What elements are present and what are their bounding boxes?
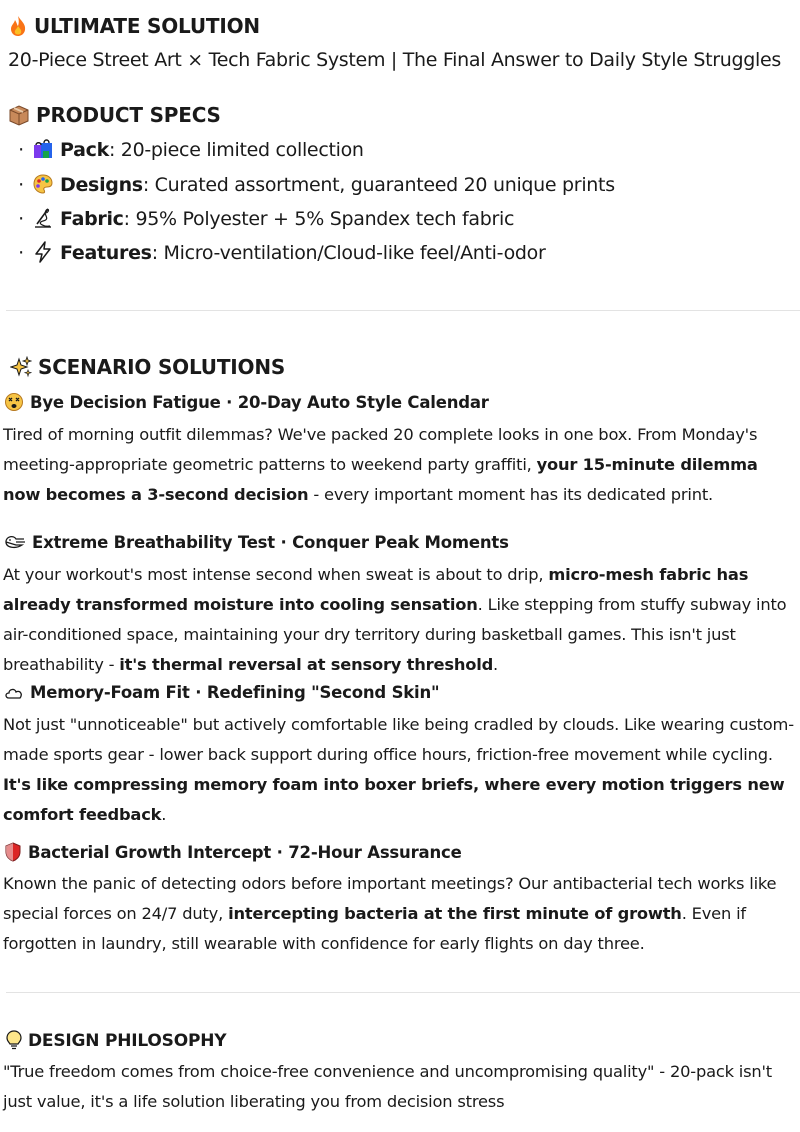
spec-label: Designs — [60, 174, 143, 196]
cloud-icon — [4, 684, 24, 706]
light-bulb-icon — [6, 1030, 22, 1055]
philosophy-body: "True freedom comes from choice-free convenience and uncompromising quality" - 20-pack isn't just value, it's a life solution liberating you from decision stress — [3, 1062, 772, 1111]
bullet: · — [18, 139, 24, 161]
body-text: - every important moment has its dedicated print. — [308, 485, 713, 504]
spec-separator: : — [142, 174, 155, 196]
design-philosophy-heading — [6, 1030, 226, 1055]
body-emphasis: intercepting bacteria at the first minute of growth — [228, 904, 682, 923]
spec-separator: : — [123, 208, 136, 230]
scenario-title-memory-foam — [4, 683, 439, 706]
scenario-body-decision-fatigue — [3, 420, 800, 510]
spec-label: Fabric — [60, 208, 124, 230]
divider — [6, 310, 800, 311]
scenario-title-bacterial — [4, 842, 462, 866]
scenario-body-memory-foam — [3, 710, 800, 830]
specs-heading-text: PRODUCT SPECS — [36, 103, 221, 127]
lightning-icon — [32, 241, 54, 268]
scenario-title-breathability — [4, 532, 509, 556]
fire-icon — [8, 15, 28, 42]
spec-label: Features — [60, 242, 152, 264]
sparkles-icon — [10, 356, 32, 383]
ultimate-subtitle: 20-Piece Street Art × Tech Fabric System | The Final Answer to Daily Style Struggles — [8, 49, 782, 71]
spec-item-features — [14, 241, 546, 268]
scenario-body-bacterial — [3, 869, 800, 959]
body-text: Known the panic of detecting odors before important meetings? Our antibacterial tech works like special forces on 24/7 duty, — [3, 874, 777, 923]
body-text: Not just "unnoticeable" but actively comfortable like being cradled by clouds. Like wearing custom-made sports gear - lower back support during office hours, friction-free movement while cycling. — [3, 715, 794, 764]
scenario-title-decision-fatigue — [4, 392, 489, 416]
ultimate-solution-heading — [8, 14, 260, 42]
body-emphasis: It's like compressing memory foam into boxer briefs, where every motion triggers new comfort feedback — [3, 775, 785, 824]
scenarios-heading-text: SCENARIO SOLUTIONS — [38, 355, 286, 379]
body-emphasis: your 15-minute dilemma now becomes a 3-second decision — [3, 455, 758, 504]
divider — [6, 992, 800, 993]
spec-separator: : — [108, 139, 121, 161]
bullet: · — [18, 208, 24, 230]
spec-item-designs — [14, 173, 615, 200]
spec-label: Pack — [60, 139, 109, 161]
spec-separator: : — [151, 242, 164, 264]
spec-value: Curated assortment, guaranteed 20 unique prints — [154, 174, 615, 196]
palette-icon — [32, 173, 54, 200]
spec-value: 20-piece limited collection — [120, 139, 364, 161]
body-emphasis: micro-mesh fabric has already transformed moisture into cooling sensation — [3, 565, 749, 614]
scenario-body-breathability — [3, 560, 800, 680]
bullet: · — [18, 174, 24, 196]
spec-item-fabric — [14, 207, 514, 234]
spec-value: 95% Polyester + 5% Spandex tech fabric — [135, 208, 515, 230]
spec-value: Micro-ventilation/Cloud-like feel/Anti-odor — [163, 242, 546, 264]
body-text: . — [493, 655, 499, 674]
body-text: At your workout's most intense second when sweat is about to drip, — [3, 565, 549, 584]
body-emphasis: it's thermal reversal at sensory threshold — [119, 655, 494, 674]
philosophy-heading-text: DESIGN PHILOSOPHY — [28, 1031, 227, 1051]
scenario-solutions-heading — [10, 355, 285, 383]
body-text: . Like stepping from stuffy subway into air-conditioned space, maintaining your dry territory during basketball games. This isn't just breathability - — [3, 595, 787, 674]
body-text: . — [161, 805, 167, 824]
product-specs-heading — [8, 103, 221, 131]
dizzy-face-icon — [4, 392, 24, 416]
ultimate-heading-text: ULTIMATE SOLUTION — [34, 14, 260, 38]
body-text: Tired of morning outfit dilemmas? We've packed 20 complete looks in one box. From Monday's meeting-appropriate geometric patterns to weekend party graffiti, — [3, 425, 758, 474]
package-icon — [8, 104, 30, 131]
sewing-needle-icon — [32, 207, 54, 234]
body-text: . Even if forgotten in laundry, still wearable with confidence for early flights on day three. — [3, 904, 746, 953]
shield-icon — [4, 842, 22, 866]
scenario-title-text: Memory-Foam Fit · Redefining "Second Skin" — [30, 683, 440, 702]
scenario-title-text: Bacterial Growth Intercept · 72-Hour Assurance — [28, 843, 462, 862]
bullet: · — [18, 242, 24, 264]
spec-item-pack — [14, 138, 364, 165]
wind-face-icon — [4, 532, 26, 556]
shopping-bags-icon — [32, 138, 54, 165]
scenario-title-text: Extreme Breathability Test · Conquer Peak Moments — [32, 533, 509, 552]
scenario-title-text: Bye Decision Fatigue · 20-Day Auto Style Calendar — [30, 393, 489, 412]
